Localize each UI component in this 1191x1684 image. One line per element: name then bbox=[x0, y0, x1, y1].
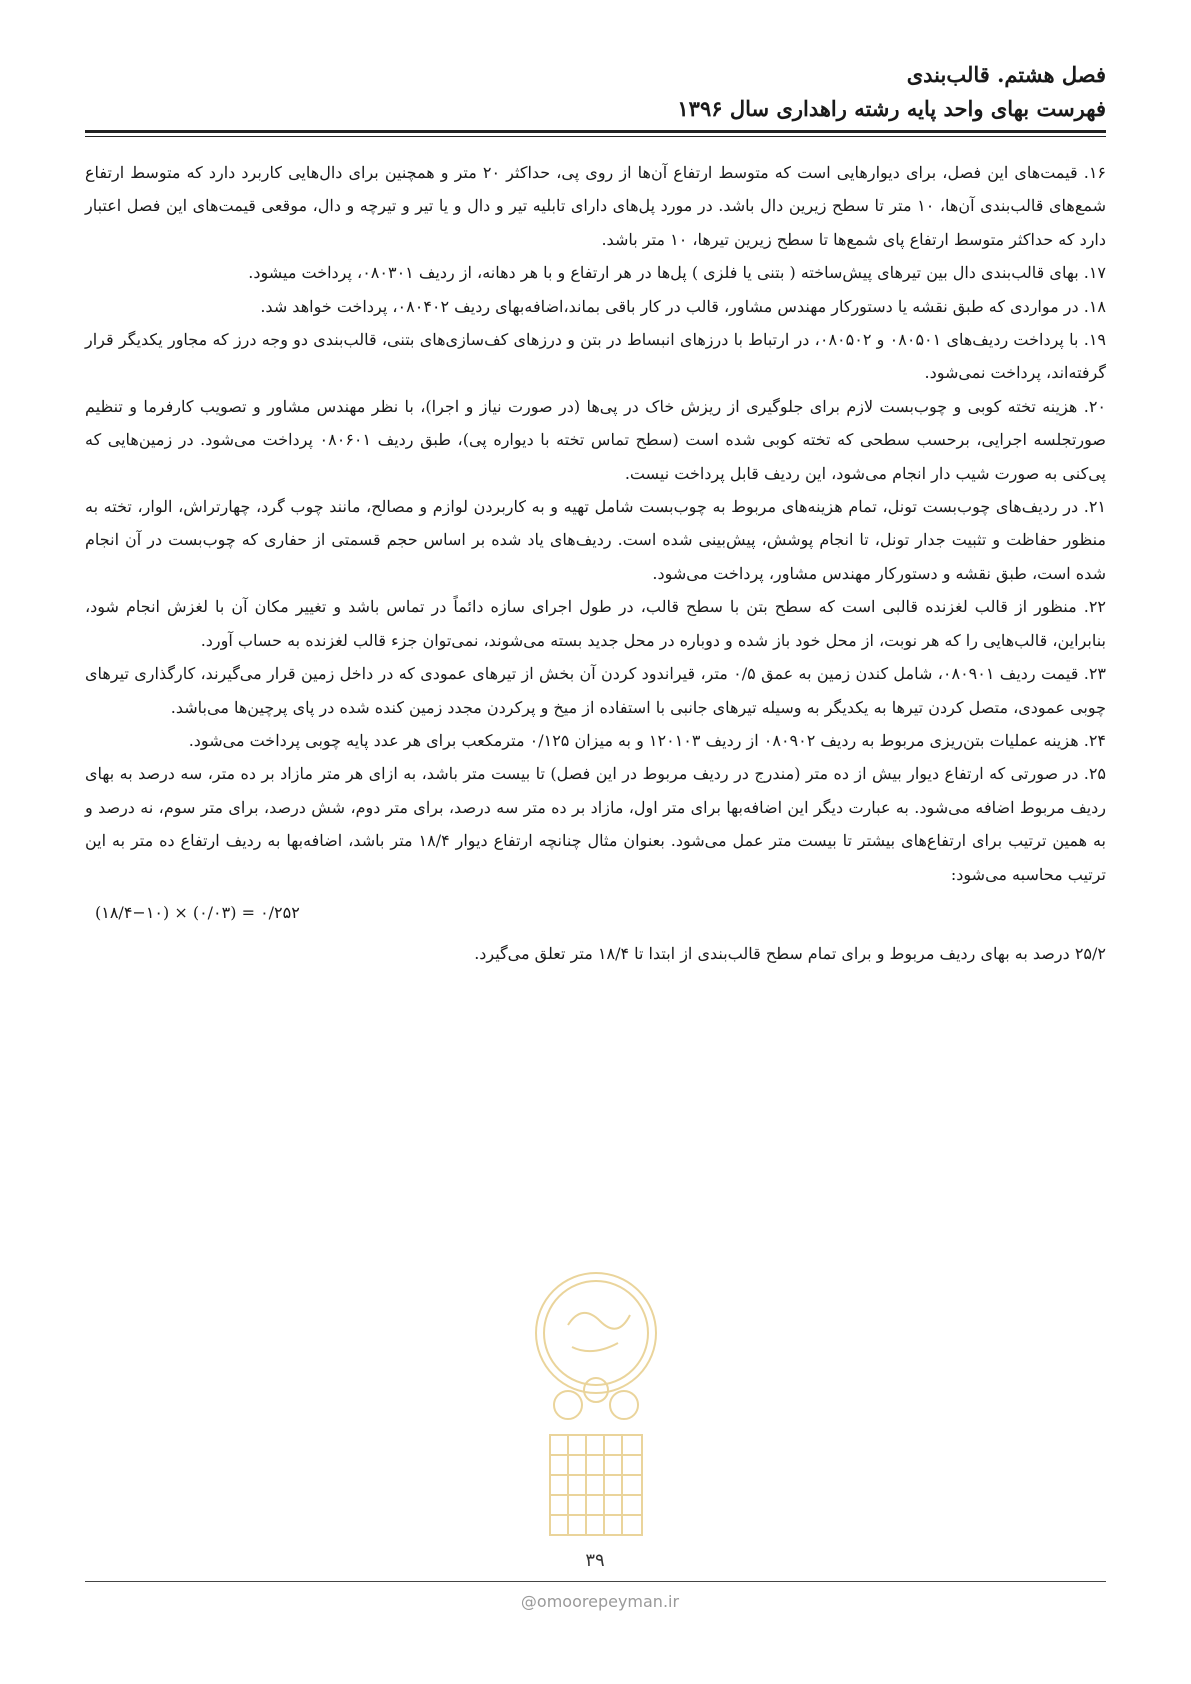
paragraph-25: ۲۵. در صورتی که ارتفاع دیوار بیش از ده متر (مندرج در ردیف مربوط در این فصل) تا بیست متر باشد، به ازای هر متر مازاد بر ده متر، سه درصد به بهای ردیف مربوط اضافه می‌شود. به عبارت دیگر این اضافه‌بها برای متر اول، مازاد بر ده متر سه درصد، برای متر دوم، شش درصد، برای متر سوم، نه درصد و به همین ترتیب برای ارتفاع‌های بیشتر تا بیست متر عمل می‌شود. بعنوان مثال چنانچه ارتفاع دیوار ۱۸/۴ متر باشد، اضافه‌بها به ردیف ارتفاع ده متر به این ترتیب محاسبه می‌شود: bbox=[85, 764, 1106, 884]
paragraph-24: ۲۴. هزینه عملیات بتن‌ریزی مربوط به ردیف ۰۸۰۹۰۲ از ردیف ۱۲۰۱۰۳ و به میزان ۰/۱۲۵ مترمکعب برای هر عدد پایه چوبی پرداخت می‌شود. bbox=[188, 730, 1106, 750]
paragraph-22: ۲۲. منظور از قالب لغزنده قالبی است که سطح بتن با سطح قالب، در طول اجرای سازه دائماً در تماس باشد و تغییر مکان آن با لغزش انجام شود، بنابراین، قالب‌هایی را که هر نوبت، از محل خود باز شده و دوباره در محل جدید بسته می‌شوند، نمی‌توان جزء قالب لغزنده به حساب آورد. bbox=[85, 597, 1106, 650]
footer-website: @omoorepeyman.ir bbox=[520, 1592, 680, 1611]
paragraph-17: ۱۷. بهای قالب‌بندی دال بین تیرهای پیش‌ساخته ( بتنی یا فلزی ) پل‌ها در هر ارتفاع و با هر دهانه، از ردیف ۰۸۰۳۰۱، پرداخت میشود. bbox=[248, 263, 1106, 283]
paragraph-23: ۲۳. قیمت ردیف ۰۸۰۹۰۱، شامل کندن زمین به عمق ۰/۵ متر، قیراندود کردن آن بخش از تیرهای عمودی که در داخل زمین قرار می‌گیرند، کارگذاری تیرهای چوبی عمودی، متصل کردن تیرها به یکدیگر به وسیله تیرهای جانبی با استفاده از میخ و پرکردن مجدد زمین کنده شده در پای پرچین‌ها می‌باشد. bbox=[85, 664, 1106, 717]
paragraph-18: ۱۸. در مواردی که طبق نقشه یا دستورکار مهندس مشاور، قالب در کار باقی بماند،اضافه‌بهای ردیف ۰۸۰۴۰۲، پرداخت خواهد شد. bbox=[260, 296, 1106, 316]
paragraph-16: ۱۶. قیمت‌های این فصل، برای دیوارهایی است که متوسط ارتفاع آن‌ها از روی پی، حداکثر ۲۰ متر و همچنین برای دال‌هایی کاربرد دارد که متوسط ارتفاع شمع‌های قالب‌بندی آن‌ها، ۱۰ متر تا سطح زیرین دال باشد. در مورد پل‌های دارای تابلیه تیر و دال و یا تیر و تیرچه و دال، موقعی قیمت‌های این فصل اعتبار دارد که حداکثر متوسط ارتفاع پای شمع‌ها تا سطح زیرین تیرها، ۱۰ متر باشد. bbox=[85, 163, 1107, 249]
paragraph-21: ۲۱. در ردیف‌های چوب‌بست تونل، تمام هزینه‌های مربوط به چوب‌بست شامل تهیه و به کاربردن لوازم و مصالح، مانند چوب گرد، چهارتراش، الوار، تخته به منظور حفاظت و تثبیت جدار تونل، تا انجام پوشش، پیش‌بینی شده است. ردیف‌های یاد شده بر اساس حجم قسمتی از حفاری که چوب‌بست در آن انجام شده است، طبق نقشه و دستورکار مهندس مشاور، پرداخت می‌شود. bbox=[85, 497, 1106, 583]
body-text bbox=[85, 156, 1106, 970]
closing-paragraph: ۲۵/۲ درصد به بهای ردیف مربوط و برای تمام سطح قالب‌بندی از ابتدا تا ۱۸/۴ متر تعلق می‌گیرد. bbox=[474, 943, 1106, 963]
formula-line: (۱۸/۴−۱۰) × (۰/۰۳) = ۰/۲۵۲ bbox=[95, 902, 300, 922]
header-rule-thin bbox=[85, 136, 1106, 137]
page-number: ۳۹ bbox=[585, 1550, 605, 1571]
paragraph-19: ۱۹. با پرداخت ردیف‌های ۰۸۰۵۰۱ و ۰۸۰۵۰۲، در ارتباط با درزهای انبساط در بتن و درزهای کف‌سازی‌های بتنی، قالب‌بندی دو وجه درز که مجاور یکدیگر قرار گرفته‌اند، پرداخت نمی‌شود. bbox=[85, 330, 1107, 383]
paragraph-20: ۲۰. هزینه تخته کوبی و چوب‌بست لازم برای جلوگیری از ریزش خاک در پی‌ها (در صورت نیاز و اجرا)، با نظر مهندس مشاور و تصویب کارفرما و تنظیم صورتجلسه اجرایی، برحسب سطحی که تخته کوبی شده است (سطح تماس تخته با دیواره پی)، طبق ردیف ۰۸۰۶۰۱ پرداخت می‌شود. در زمین‌هایی که پی‌کنی به صورت شیب دار انجام می‌شود، این ردیف قابل پرداخت نیست. bbox=[85, 396, 1107, 483]
header-rule-thick bbox=[85, 130, 1106, 133]
watermark-seal-icon bbox=[528, 1265, 664, 1555]
chapter-title: فصل هشتم. قالب‌بندی bbox=[906, 62, 1106, 87]
document-subtitle: فهرست بهای واحد پایه رشته راهداری سال ۱۳۹۶ bbox=[677, 96, 1106, 121]
footer-rule bbox=[85, 1581, 1106, 1582]
page-header bbox=[86, 58, 1106, 126]
